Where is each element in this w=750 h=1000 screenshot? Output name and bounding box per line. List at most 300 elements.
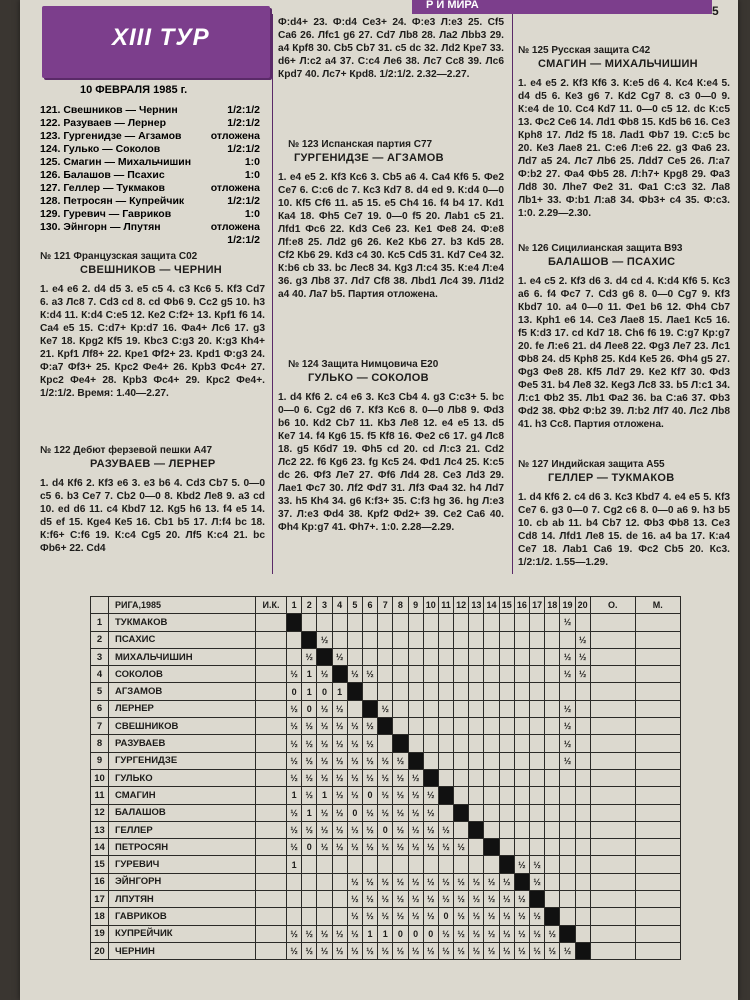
- player-ik: [256, 631, 287, 648]
- diagonal-cell: [362, 700, 377, 717]
- score-cell: [560, 821, 575, 838]
- score-cell: [499, 752, 514, 769]
- score-cell: [408, 666, 423, 683]
- score-cell: ½: [287, 925, 302, 942]
- game-moves: 1. d4 Кf6 2. Кf3 e6 3. e3 b6 4. Сd3 Сb7 5. 0—0 c5 6. b3 Сe7 7. Сb2 0—0 8. Кbd2 Лe8 9. a3 cd 10. ed d6 11. c4 Кbd7 12. Кg5 h6 13. f4 e5 14. d5 ef 15. Кge4 Кe5 16. Сb1 b5 17. Л:f4 bc 18. К:f6+ С:f6 19. К:c4 Сg5 20. Лf5 К:c4 21. bc Фb6+ 22. Сd4: [40, 478, 265, 554]
- score-cell: ½: [423, 942, 438, 959]
- page-number: 5: [712, 4, 719, 18]
- crosstable-header: [91, 597, 681, 614]
- player-points: [590, 891, 635, 908]
- game-122: [40, 444, 265, 555]
- player-place: [635, 700, 680, 717]
- score-cell: [378, 856, 393, 873]
- crosstable-row: [91, 908, 681, 925]
- score-cell: [530, 769, 545, 786]
- score-cell: [378, 683, 393, 700]
- score-cell: ½: [560, 752, 575, 769]
- diagonal-cell: [560, 925, 575, 942]
- score-cell: 0: [362, 787, 377, 804]
- score-cell: [575, 891, 590, 908]
- score-cell: [484, 614, 499, 631]
- top-banner-text: Р И МИРА: [426, 0, 479, 11]
- score-cell: ½: [393, 769, 408, 786]
- score-cell: 1: [362, 925, 377, 942]
- score-cell: ½: [438, 925, 453, 942]
- score-cell: [514, 631, 529, 648]
- score-cell: [484, 752, 499, 769]
- column-header: 12: [454, 597, 469, 614]
- player-points: [590, 856, 635, 873]
- score-cell: ½: [408, 908, 423, 925]
- player-points: [590, 908, 635, 925]
- player-name: ГУРГЕНИДЗЕ: [109, 752, 256, 769]
- score-cell: [499, 648, 514, 665]
- score-cell: [545, 700, 560, 717]
- score-cell: [530, 718, 545, 735]
- player-ik: [256, 839, 287, 856]
- result-row: [40, 208, 260, 221]
- score-cell: [530, 648, 545, 665]
- diagonal-cell: [438, 787, 453, 804]
- result-row: [40, 169, 260, 182]
- player-number: 5: [91, 683, 109, 700]
- score-cell: ½: [332, 839, 347, 856]
- crosstable-row: [91, 752, 681, 769]
- score-cell: ½: [499, 942, 514, 959]
- player-number: 3: [91, 648, 109, 665]
- score-cell: [484, 666, 499, 683]
- player-points: [590, 752, 635, 769]
- score-cell: [530, 804, 545, 821]
- result-pairing: 127. Геллер — Тукмаков: [40, 182, 165, 194]
- score-cell: [469, 839, 484, 856]
- score-cell: ½: [423, 891, 438, 908]
- score-cell: ½: [454, 942, 469, 959]
- score-cell: [469, 787, 484, 804]
- score-cell: ½: [393, 821, 408, 838]
- score-cell: [514, 804, 529, 821]
- game-players: ГЕЛЛЕР — ТУКМАКОВ: [548, 472, 675, 484]
- game-124: [278, 358, 504, 534]
- score-cell: ½: [545, 942, 560, 959]
- score-cell: [545, 735, 560, 752]
- crosstable-row: [91, 718, 681, 735]
- column-header: 11: [438, 597, 453, 614]
- column-header: 7: [378, 597, 393, 614]
- diagonal-cell: [484, 839, 499, 856]
- score-cell: ½: [302, 752, 317, 769]
- game-121: [40, 250, 265, 400]
- score-cell: [560, 631, 575, 648]
- score-cell: [469, 614, 484, 631]
- score-cell: [545, 839, 560, 856]
- score-cell: ½: [484, 925, 499, 942]
- score-cell: [408, 718, 423, 735]
- player-name: ЭЙНГОРН: [109, 873, 256, 890]
- score-cell: ½: [347, 925, 362, 942]
- score-cell: ½: [317, 735, 332, 752]
- score-cell: [514, 718, 529, 735]
- score-cell: [530, 700, 545, 717]
- score-cell: ½: [362, 666, 377, 683]
- crosstable-row: [91, 856, 681, 873]
- player-name: ГУРЕВИЧ: [109, 856, 256, 873]
- game-heading: № 124 Защита Нимцовича E20: [288, 359, 439, 370]
- diagonal-cell: [317, 648, 332, 665]
- player-number: 18: [91, 908, 109, 925]
- player-ik: [256, 908, 287, 925]
- score-cell: ½: [408, 839, 423, 856]
- score-cell: [499, 700, 514, 717]
- score-cell: [408, 683, 423, 700]
- score-cell: 1: [302, 666, 317, 683]
- player-number: 13: [91, 821, 109, 838]
- player-name: АГЗАМОВ: [109, 683, 256, 700]
- score-cell: [469, 718, 484, 735]
- score-cell: [423, 700, 438, 717]
- score-cell: [332, 631, 347, 648]
- score-cell: [347, 648, 362, 665]
- column-header: 4: [332, 597, 347, 614]
- score-cell: ½: [287, 718, 302, 735]
- score-cell: ½: [287, 804, 302, 821]
- result-score: 1:0: [244, 208, 260, 220]
- score-cell: [560, 908, 575, 925]
- score-cell: [545, 648, 560, 665]
- game-heading: № 126 Сицилианская защита B93: [518, 243, 683, 254]
- game-125: [518, 44, 730, 220]
- result-pairing: 128. Петросян — Купрейчик: [40, 195, 185, 207]
- score-cell: [560, 804, 575, 821]
- column-header: 14: [484, 597, 499, 614]
- score-cell: ½: [317, 700, 332, 717]
- score-cell: [499, 839, 514, 856]
- result-pairing: 121. Свешников — Чернин: [40, 104, 178, 116]
- player-points: [590, 787, 635, 804]
- crosstable-row: [91, 787, 681, 804]
- player-name: БАЛАШОВ: [109, 804, 256, 821]
- score-cell: [438, 683, 453, 700]
- player-number: 9: [91, 752, 109, 769]
- score-cell: [454, 769, 469, 786]
- score-cell: ½: [317, 804, 332, 821]
- score-cell: [514, 648, 529, 665]
- score-cell: [332, 614, 347, 631]
- game-players: ГУРГЕНИДЗЕ — АГЗАМОВ: [294, 152, 444, 164]
- score-cell: ½: [469, 873, 484, 890]
- score-cell: [530, 683, 545, 700]
- score-cell: ½: [332, 752, 347, 769]
- score-cell: [302, 873, 317, 890]
- score-cell: [393, 666, 408, 683]
- player-place: [635, 821, 680, 838]
- crosstable-row: [91, 614, 681, 631]
- game-moves: 1. e4 e6 2. d4 d5 3. e5 c5 4. c3 Кc6 5. Кf3 Сd7 6. a3 Лc8 7. Сd3 cd 8. cd Фb6 9. Сc2 g5 10. h3 К:d4 11. К:d4 С:e5 12. Кe2 С:f2+ 13. Крf1 f6 14. Сa4 e5 15. С:d7+ Кр:d7 16. Фa4+ Лc6 17. g3 Кe7 18. Крg2 Кf5 19. Кbc3 С:g3 20. К:g3 Кh4+ 21. Крf1 Лf8+ 22. Крe1 Фf2+ 23. Крd1 Ф:g3 24. Ф:a7 Фf3+ 25. Крc2 Фe4+ 26. Крb3 Фc4+ 27. Крc2 Фe4+ 28. Крb3 Фc4+ 29. Крc2 Фe4+. 1/2:1/2. Время: 1.40—2.27.: [40, 284, 265, 399]
- score-cell: [545, 683, 560, 700]
- result-score: 1/2:1/2: [227, 117, 260, 129]
- score-cell: ½: [378, 908, 393, 925]
- score-cell: ½: [302, 821, 317, 838]
- score-cell: ½: [560, 718, 575, 735]
- result-row: [40, 195, 260, 208]
- column-divider: [272, 14, 273, 574]
- score-cell: [423, 614, 438, 631]
- score-cell: ½: [469, 908, 484, 925]
- player-place: [635, 925, 680, 942]
- game-126: [518, 242, 730, 431]
- player-place: [635, 787, 680, 804]
- player-points: [590, 718, 635, 735]
- score-cell: [469, 856, 484, 873]
- score-cell: [408, 631, 423, 648]
- score-cell: ½: [332, 942, 347, 959]
- column-header: 1: [287, 597, 302, 614]
- player-place: [635, 908, 680, 925]
- player-name: ТУКМАКОВ: [109, 614, 256, 631]
- score-cell: [423, 648, 438, 665]
- score-cell: [499, 821, 514, 838]
- score-cell: ½: [530, 925, 545, 942]
- score-cell: 1: [332, 683, 347, 700]
- game-127: [518, 458, 730, 569]
- score-cell: ½: [302, 942, 317, 959]
- score-cell: [545, 891, 560, 908]
- score-cell: ½: [408, 942, 423, 959]
- score-cell: [484, 648, 499, 665]
- score-cell: [545, 718, 560, 735]
- score-cell: ½: [362, 839, 377, 856]
- score-cell: [545, 804, 560, 821]
- score-cell: [530, 839, 545, 856]
- score-cell: ½: [378, 942, 393, 959]
- score-cell: [484, 856, 499, 873]
- player-name: ГАВРИКОВ: [109, 908, 256, 925]
- score-cell: ½: [378, 873, 393, 890]
- player-place: [635, 718, 680, 735]
- game-heading: № 121 Французская защита C02: [40, 251, 198, 262]
- score-cell: ½: [287, 666, 302, 683]
- diagonal-cell: [347, 683, 362, 700]
- score-cell: ½: [362, 821, 377, 838]
- round-title: XIII ТУР: [112, 24, 210, 51]
- score-cell: [514, 821, 529, 838]
- result-row: [40, 143, 260, 156]
- score-cell: [347, 631, 362, 648]
- result-score: 1/2:1/2: [227, 143, 260, 155]
- score-cell: ½: [332, 700, 347, 717]
- player-number: 7: [91, 718, 109, 735]
- score-cell: [408, 735, 423, 752]
- score-cell: [469, 700, 484, 717]
- score-cell: [545, 856, 560, 873]
- score-cell: [332, 856, 347, 873]
- score-cell: [423, 752, 438, 769]
- player-ik: [256, 925, 287, 942]
- score-cell: [454, 718, 469, 735]
- score-cell: ½: [408, 804, 423, 821]
- player-ik: [256, 666, 287, 683]
- player-number: 1: [91, 614, 109, 631]
- score-cell: ½: [287, 735, 302, 752]
- score-cell: ½: [408, 787, 423, 804]
- player-ik: [256, 614, 287, 631]
- score-cell: [393, 718, 408, 735]
- game-players: СВЕШНИКОВ — ЧЕРНИН: [80, 264, 223, 276]
- score-cell: [287, 908, 302, 925]
- score-cell: [317, 614, 332, 631]
- crosstable-row: [91, 804, 681, 821]
- score-cell: ½: [514, 925, 529, 942]
- score-cell: [545, 787, 560, 804]
- score-cell: ½: [530, 856, 545, 873]
- player-ik: [256, 891, 287, 908]
- score-cell: [514, 700, 529, 717]
- score-cell: [499, 769, 514, 786]
- score-cell: [302, 856, 317, 873]
- score-cell: [499, 683, 514, 700]
- player-ik: [256, 718, 287, 735]
- score-cell: [454, 787, 469, 804]
- score-cell: 1: [302, 804, 317, 821]
- crosstable-row: [91, 925, 681, 942]
- score-cell: ½: [302, 735, 317, 752]
- column-header: 9: [408, 597, 423, 614]
- score-cell: [347, 700, 362, 717]
- player-place: [635, 856, 680, 873]
- diagonal-cell: [514, 873, 529, 890]
- crosstable-row: [91, 942, 681, 959]
- score-cell: [560, 873, 575, 890]
- score-cell: [393, 700, 408, 717]
- player-name: КУПРЕЙЧИК: [109, 925, 256, 942]
- score-cell: ½: [469, 925, 484, 942]
- score-cell: [287, 631, 302, 648]
- score-cell: 0: [378, 821, 393, 838]
- score-cell: [302, 908, 317, 925]
- result-score: отложена: [210, 182, 260, 194]
- score-cell: [438, 631, 453, 648]
- diagonal-cell: [454, 804, 469, 821]
- game-123: [278, 138, 504, 301]
- score-cell: ½: [393, 839, 408, 856]
- score-cell: [575, 683, 590, 700]
- player-place: [635, 839, 680, 856]
- score-cell: ½: [332, 648, 347, 665]
- score-cell: ½: [530, 942, 545, 959]
- score-cell: [469, 752, 484, 769]
- score-cell: [514, 839, 529, 856]
- column-header: 20: [575, 597, 590, 614]
- score-cell: ½: [362, 735, 377, 752]
- score-cell: [575, 718, 590, 735]
- player-place: [635, 873, 680, 890]
- score-cell: [454, 666, 469, 683]
- score-cell: ½: [287, 821, 302, 838]
- score-cell: ½: [560, 666, 575, 683]
- score-cell: [499, 787, 514, 804]
- player-number: 17: [91, 891, 109, 908]
- score-cell: ½: [454, 873, 469, 890]
- score-cell: ½: [347, 769, 362, 786]
- result-score: 1/2:1/2: [227, 234, 260, 246]
- score-cell: 1: [287, 787, 302, 804]
- score-cell: ½: [332, 787, 347, 804]
- score-cell: [575, 804, 590, 821]
- score-cell: 0: [393, 925, 408, 942]
- player-points: [590, 631, 635, 648]
- score-cell: ½: [393, 787, 408, 804]
- score-cell: [514, 735, 529, 752]
- score-cell: [408, 614, 423, 631]
- score-cell: ½: [560, 648, 575, 665]
- score-cell: [514, 787, 529, 804]
- game-122-continued: [278, 16, 504, 81]
- score-cell: ½: [438, 839, 453, 856]
- score-cell: [317, 873, 332, 890]
- score-cell: [469, 769, 484, 786]
- result-pairing: 125. Смагин — Михальчишин: [40, 156, 192, 168]
- player-ik: [256, 648, 287, 665]
- column-header: 8: [393, 597, 408, 614]
- score-cell: 0: [287, 683, 302, 700]
- score-cell: ½: [332, 804, 347, 821]
- score-cell: [499, 735, 514, 752]
- crosstable-row: [91, 735, 681, 752]
- score-cell: [575, 873, 590, 890]
- score-cell: [393, 614, 408, 631]
- score-cell: [484, 718, 499, 735]
- score-cell: [514, 769, 529, 786]
- score-cell: [287, 891, 302, 908]
- score-cell: [575, 700, 590, 717]
- score-cell: ½: [499, 891, 514, 908]
- player-name: СМАГИН: [109, 787, 256, 804]
- score-cell: [378, 735, 393, 752]
- score-cell: ½: [317, 718, 332, 735]
- score-cell: [438, 648, 453, 665]
- score-cell: ½: [362, 908, 377, 925]
- score-cell: [530, 666, 545, 683]
- score-cell: [438, 700, 453, 717]
- result-row: [40, 234, 260, 247]
- score-cell: [575, 925, 590, 942]
- player-name: ПСАХИС: [109, 631, 256, 648]
- score-cell: [575, 821, 590, 838]
- score-cell: [469, 804, 484, 821]
- score-cell: ½: [317, 631, 332, 648]
- score-cell: [454, 631, 469, 648]
- score-cell: [575, 787, 590, 804]
- game-players: РАЗУВАЕВ — ЛЕРНЕР: [90, 458, 216, 470]
- score-cell: [362, 856, 377, 873]
- score-cell: [575, 856, 590, 873]
- player-number: 15: [91, 856, 109, 873]
- score-cell: ½: [302, 648, 317, 665]
- score-cell: [438, 769, 453, 786]
- player-ik: [256, 769, 287, 786]
- score-cell: ½: [499, 908, 514, 925]
- score-cell: [423, 856, 438, 873]
- result-pairing: 124. Гулько — Соколов: [40, 143, 161, 155]
- player-place: [635, 804, 680, 821]
- score-cell: [530, 787, 545, 804]
- score-cell: [499, 666, 514, 683]
- score-cell: ½: [332, 821, 347, 838]
- diagonal-cell: [378, 718, 393, 735]
- diagonal-cell: [545, 908, 560, 925]
- player-ik: [256, 700, 287, 717]
- score-cell: ½: [302, 787, 317, 804]
